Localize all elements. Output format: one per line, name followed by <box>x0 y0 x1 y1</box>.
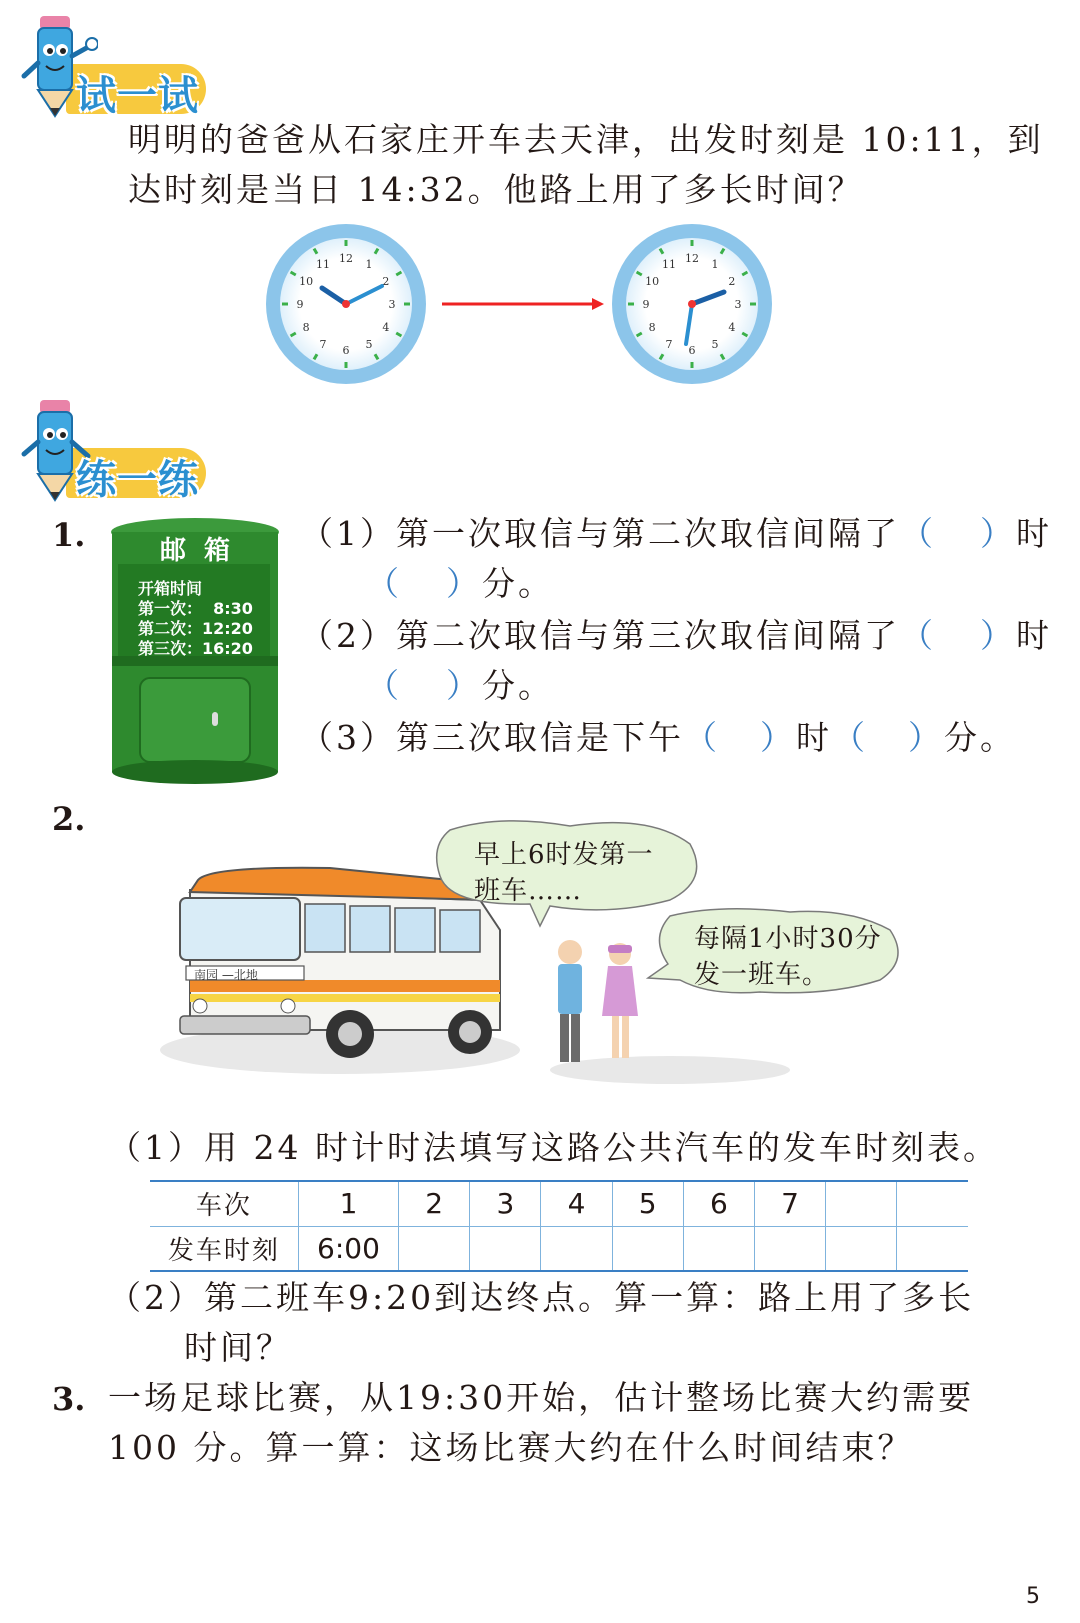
clock-numeral: 12 <box>339 252 353 265</box>
trip-cell: 6 <box>683 1181 754 1226</box>
time-cell <box>612 1226 683 1271</box>
arrow-head <box>592 298 604 310</box>
clock-numeral: 10 <box>299 275 314 288</box>
clock-numeral: 8 <box>302 321 310 334</box>
mailbox-row-2: 第二次：12:20 <box>138 619 253 638</box>
page-number: 5 <box>1026 1584 1040 1609</box>
practice-heading-label: 练一练 <box>76 457 199 503</box>
q2-sub2-line2: 时间？ <box>184 1328 292 1367</box>
q1-item2-line1: （2）第二次取信与第三次取信间隔了（ ）时 <box>300 616 1052 655</box>
mailbox-row-1: 第一次： 8:30 <box>138 599 253 618</box>
clock-numeral: 9 <box>296 298 304 311</box>
q2-sub2-line1: （2）第二班车9:20到达终点。算一算：路上用了多长 <box>108 1278 975 1317</box>
time-cell <box>754 1226 825 1271</box>
q1-item2-line2: （ ）分。 <box>366 666 554 705</box>
clock-numeral: 5 <box>365 337 373 351</box>
trip-cell: 4 <box>541 1181 612 1226</box>
mailbox-title: 邮 箱 <box>159 536 231 566</box>
clock-numeral: 6 <box>342 344 350 357</box>
time-cell <box>683 1226 754 1271</box>
clock-illustration <box>262 220 782 390</box>
speech-bubble-1-line1: 早上6时发第一 <box>474 840 654 870</box>
table-row-time <box>150 1226 968 1271</box>
try-question-line1: 明明的爸爸从石家庄开车去天津，出发时刻是 10:11，到 <box>128 120 1044 159</box>
question-1-number: 1. <box>52 516 86 554</box>
time-cell: 6:00 <box>298 1226 398 1271</box>
time-cell <box>470 1226 541 1271</box>
mailbox-header: 开箱时间 <box>138 579 203 598</box>
try-heading-label: 试一试 <box>76 73 199 119</box>
speech-bubble-2-line2: 发一班车。 <box>694 960 830 990</box>
clock-numeral: 8 <box>648 321 656 334</box>
clock-numeral: 7 <box>319 337 327 351</box>
table-row-trip <box>150 1181 968 1226</box>
trip-cell: 1 <box>298 1181 398 1226</box>
clock-numeral: 1 <box>711 258 719 272</box>
q1-item1-line2: （ ）分。 <box>366 564 554 603</box>
time-cell <box>897 1226 968 1271</box>
question-2-number: 2. <box>52 800 86 838</box>
time-cell <box>399 1226 470 1271</box>
clock-numeral: 1 <box>365 258 373 272</box>
mailbox <box>108 516 282 788</box>
trip-cell: 3 <box>470 1181 541 1226</box>
clock-numeral: 11 <box>316 258 330 272</box>
trip-cell: 2 <box>399 1181 470 1226</box>
time-cell <box>541 1226 612 1271</box>
trip-cell <box>897 1181 968 1226</box>
speech-bubble-1-line2: 班车…… <box>474 876 583 906</box>
try-question-line2: 达时刻是当日 14:32。他路上用了多长时间？ <box>128 170 864 209</box>
time-cell <box>826 1226 897 1271</box>
q3-line2: 100 分。算一算：这场比赛大约在什么时间结束？ <box>108 1428 914 1467</box>
q1-item3: （3）第三次取信是下午（ ）时（ ）分。 <box>300 718 1016 757</box>
clock-numeral: 2 <box>728 275 736 288</box>
start-clock <box>266 224 426 384</box>
clock-numeral: 9 <box>642 298 650 311</box>
clock-numeral: 3 <box>734 298 742 311</box>
clock-numeral: 7 <box>665 337 673 351</box>
clock-numeral: 2 <box>382 275 390 288</box>
clock-numeral: 11 <box>662 258 676 272</box>
clock-numeral: 4 <box>728 321 736 334</box>
try-heading <box>14 8 204 118</box>
practice-heading <box>14 392 204 502</box>
clock-numeral: 10 <box>645 275 660 288</box>
clock-numeral: 5 <box>711 337 719 351</box>
speech-bubble-2-line1: 每隔1小时30分 <box>694 924 882 954</box>
trip-cell: 7 <box>754 1181 825 1226</box>
bus-schedule-table <box>150 1180 968 1272</box>
clock-numeral: 3 <box>388 298 396 311</box>
q2-sub1: （1）用 24 时计时法填写这路公共汽车的发车时刻表。 <box>108 1128 999 1167</box>
clock-numeral: 12 <box>685 252 699 265</box>
row-header-time: 发车时刻 <box>150 1226 298 1271</box>
row-header-trip: 车次 <box>150 1181 298 1226</box>
trip-cell <box>826 1181 897 1226</box>
question-3-number: 3. <box>52 1380 86 1418</box>
mailbox-row-3: 第三次：16:20 <box>138 639 253 658</box>
q3-line1: 一场足球比赛，从19:30开始，估计整场比赛大约需要 <box>108 1378 975 1417</box>
bus-route-sign: 南园 —北地 <box>194 968 258 982</box>
end-clock <box>612 224 772 384</box>
trip-cell: 5 <box>612 1181 683 1226</box>
clock-numeral: 4 <box>382 321 390 334</box>
clock-numeral: 6 <box>688 344 696 357</box>
q1-item1-line1: （1）第一次取信与第二次取信间隔了（ ）时 <box>300 514 1052 553</box>
